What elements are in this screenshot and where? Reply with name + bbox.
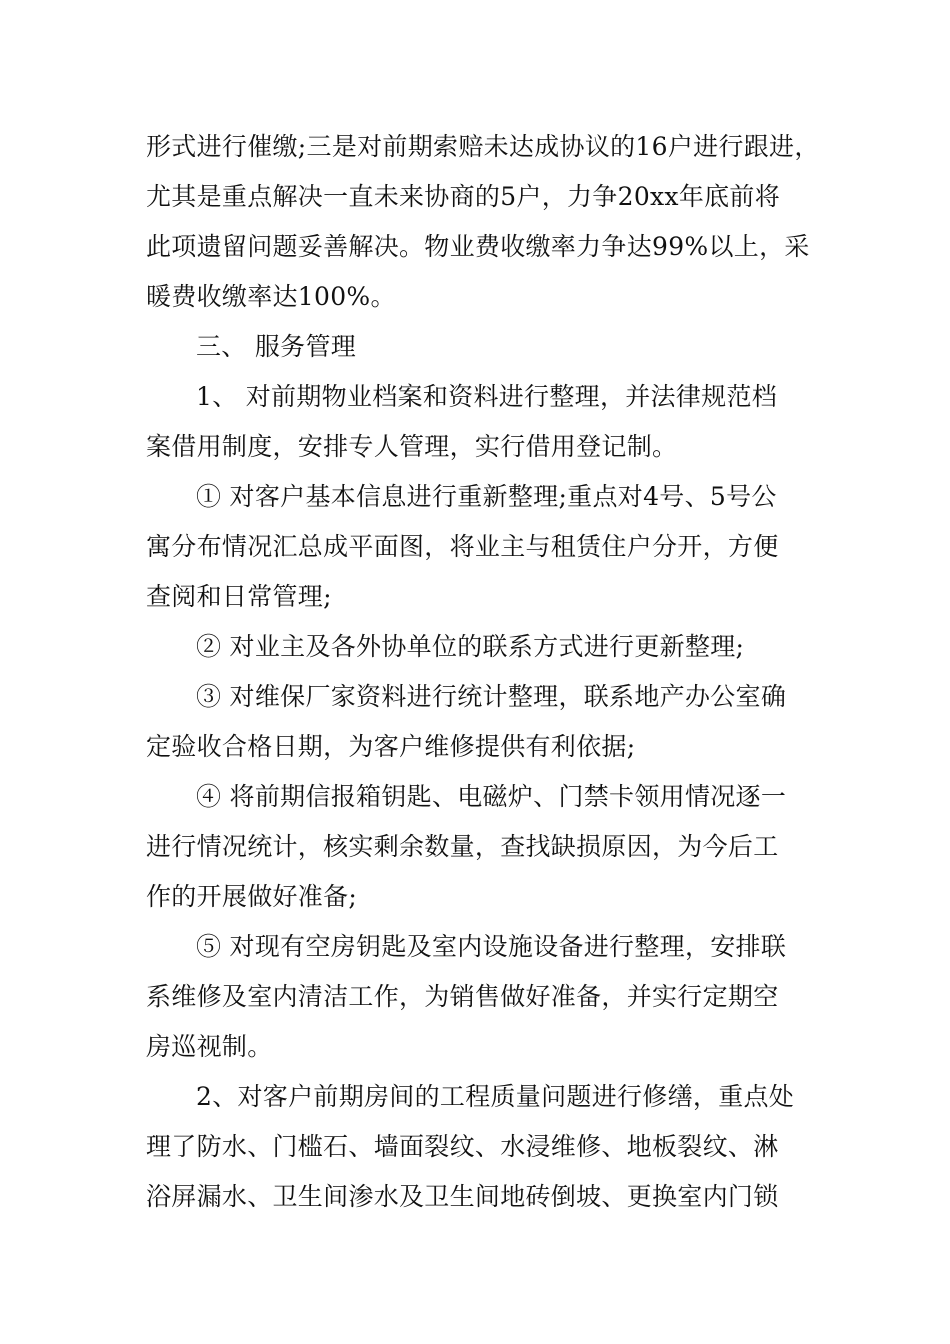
text-line: ① 对客户基本信息进行重新整理;重点对4号、5号公 xyxy=(196,482,777,511)
text-line: 此项遗留问题妥善解决。物业费收缴率力争达99%以上，采 xyxy=(146,232,810,261)
text-line: 案借用制度，安排专人管理，实行借用登记制。 xyxy=(146,432,678,461)
document-body xyxy=(146,122,820,1222)
paragraph-fee-collection xyxy=(146,122,820,322)
paragraph-subitem-3 xyxy=(146,672,808,772)
text-line: 进行情况统计，核实剩余数量，查找缺损原因，为今后工 xyxy=(146,832,779,861)
text-line: 系维修及室内清洁工作，为销售做好准备，并实行定期空 xyxy=(146,982,779,1011)
text-line: 暖费收缴率达100%。 xyxy=(146,282,396,311)
paragraph-item-2 xyxy=(146,1072,808,1222)
paragraph-item-1 xyxy=(146,372,808,472)
text-line: 形式进行催缴;三是对前期索赔未达成协议的16户进行跟进， xyxy=(146,132,820,161)
text-line: 浴屏漏水、卫生间渗水及卫生间地砖倒坡、更换室内门锁 xyxy=(146,1182,779,1211)
paragraph-subitem-4 xyxy=(146,772,808,922)
paragraph-subitem-2 xyxy=(146,622,808,672)
section-heading: 三、 服务管理 xyxy=(196,332,357,361)
text-line: 寓分布情况汇总成平面图，将业主与租赁住户分开，方便 xyxy=(146,532,779,561)
text-line: 理了防水、门槛石、墙面裂纹、水浸维修、地板裂纹、淋 xyxy=(146,1132,779,1161)
section-heading-service-management xyxy=(146,322,808,372)
text-line: 定验收合格日期，为客户维修提供有利依据; xyxy=(146,732,636,761)
text-line: 尤其是重点解决一直未来协商的5户，力争20xx年底前将 xyxy=(146,182,781,211)
paragraph-subitem-1 xyxy=(146,472,808,622)
text-line: ② 对业主及各外协单位的联系方式进行更新整理; xyxy=(196,632,745,661)
text-line: ④ 将前期信报箱钥匙、电磁炉、门禁卡领用情况逐一 xyxy=(196,782,787,811)
text-line: ③ 对维保厂家资料进行统计整理，联系地产办公室确 xyxy=(196,682,787,711)
paragraph-subitem-5 xyxy=(146,922,808,1072)
text-line: 查阅和日常管理; xyxy=(146,582,332,611)
text-line: 1、 对前期物业档案和资料进行整理，并法律规范档 xyxy=(196,382,778,411)
text-line: 房巡视制。 xyxy=(146,1032,273,1061)
text-line: 作的开展做好准备; xyxy=(146,882,358,911)
text-line: ⑤ 对现有空房钥匙及室内设施设备进行整理，安排联 xyxy=(196,932,787,961)
text-line: 2、对客户前期房间的工程质量问题进行修缮，重点处 xyxy=(196,1082,795,1111)
